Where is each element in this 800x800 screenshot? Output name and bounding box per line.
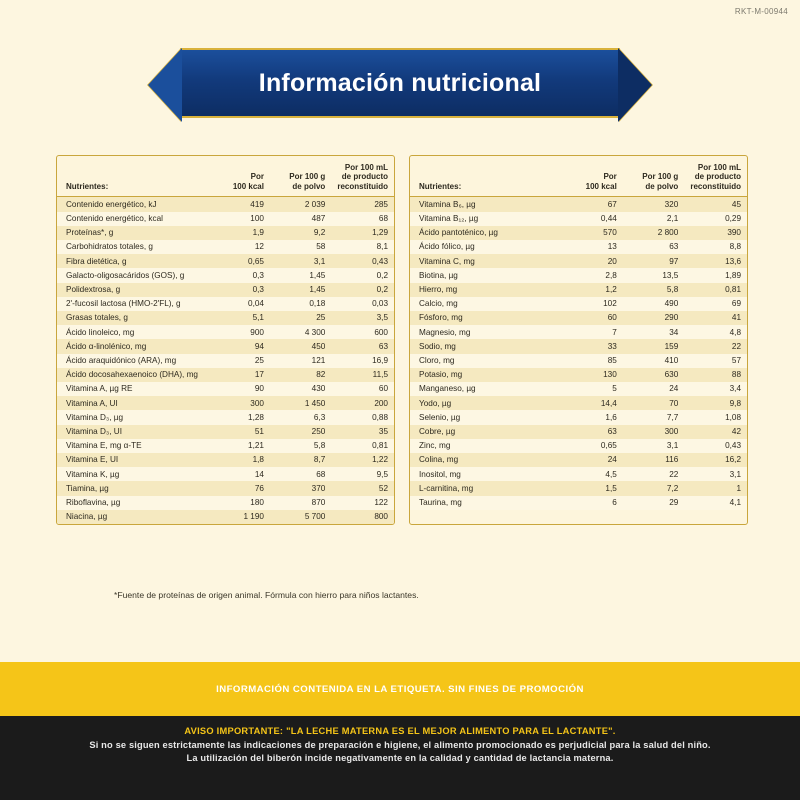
- nutrient-value: 41: [731, 313, 741, 323]
- nutrient-value: 390: [727, 228, 741, 238]
- nutrient-value: 100: [250, 213, 264, 223]
- nutrient-value: 1,6: [605, 412, 617, 422]
- nutrient-value: 20: [607, 256, 617, 266]
- nutrient-value: 16,9: [372, 355, 388, 365]
- nutrient-value: 102: [603, 299, 617, 309]
- nutrient-value: 0,29: [725, 213, 741, 223]
- col-header-per-100ml: [331, 156, 394, 197]
- table-row: [57, 311, 394, 325]
- nutrient-name: Vitamina D₃, UI: [66, 426, 122, 436]
- nutrient-value: 0,3: [252, 270, 264, 280]
- table-row: [410, 496, 747, 510]
- nutrient-value: 14,4: [600, 398, 617, 408]
- table-row: [410, 240, 747, 254]
- nutrient-name: 2'-fucosil lactosa (HMO-2'FL), g: [66, 299, 181, 309]
- nutrient-value: 24: [669, 384, 679, 394]
- nutrient-value: 58: [316, 242, 326, 252]
- nutrient-value: 1,08: [725, 412, 741, 422]
- nutrient-name: Taurina, mg: [419, 497, 462, 507]
- nutrient-value: 22: [731, 341, 741, 351]
- nutrient-value: 0,43: [725, 441, 741, 451]
- table-row: [57, 283, 394, 297]
- nutrient-value: 0,88: [372, 412, 388, 422]
- col-header-line1: Por: [603, 172, 617, 182]
- nutrient-name: Fósforo, mg: [419, 313, 463, 323]
- table-row: [57, 439, 394, 453]
- nutrient-value: 69: [731, 299, 741, 309]
- col-header-line1: Por 100 mL: [344, 163, 388, 172]
- nutrient-value: 5,1: [252, 313, 264, 323]
- nutrient-value: 70: [669, 398, 679, 408]
- nutrient-value: 4 300: [304, 327, 326, 337]
- table-body-left: [57, 197, 394, 524]
- nutrient-value: 320: [664, 199, 679, 209]
- nutrient-value: 1,22: [372, 455, 388, 465]
- nutrient-value: 12: [254, 242, 264, 252]
- table-row: [57, 510, 394, 524]
- table-row: [57, 453, 394, 467]
- nutrient-value: 52: [378, 483, 388, 493]
- nutrient-name: Ácido linoleico, mg: [66, 327, 135, 337]
- notice-line-2: Si no se siguen estrictamente las indicaciones de preparación e higiene, el alimento promocionado es perjudicial para la salud del niño.: [89, 740, 711, 750]
- col-header-nutrients: Nutrientes:: [57, 156, 209, 197]
- nutrient-value: 60: [378, 384, 388, 394]
- nutrient-value: 9,5: [376, 469, 388, 479]
- nutrient-value: 900: [250, 327, 264, 337]
- nutrient-value: 0,2: [376, 284, 388, 294]
- table-row: [57, 368, 394, 382]
- nutrient-value: 1: [736, 483, 741, 493]
- nutrient-value: 3,1: [666, 441, 679, 451]
- nutrient-value: 82: [316, 370, 326, 380]
- nutrient-name: Ácido docosahexaenoico (DHA), mg: [66, 370, 198, 380]
- footnote: *Fuente de proteínas de origen animal. Fórmula con hierro para niños lactantes.: [114, 590, 419, 600]
- nutrient-value: 8,1: [376, 242, 388, 252]
- nutrient-value: 3,1: [313, 256, 326, 266]
- table-row: [57, 212, 394, 226]
- nutrient-value: 13,6: [725, 256, 741, 266]
- nutrient-value: 116: [665, 455, 679, 465]
- nutrient-value: 0,03: [372, 299, 388, 309]
- nutrient-value: 159: [664, 341, 679, 351]
- nutrient-value: 0,3: [252, 284, 264, 294]
- nutrient-value: 0,44: [600, 213, 617, 223]
- table-row: [410, 382, 747, 396]
- nutrient-value: 25: [316, 313, 326, 323]
- col-header-per-100g: [270, 156, 331, 197]
- table-row: [410, 197, 747, 212]
- nutrient-name: Cloro, mg: [419, 355, 455, 365]
- nutrient-value: 51: [254, 426, 264, 436]
- nutrient-value: 2,8: [605, 270, 617, 280]
- nutrient-name: Sodio, mg: [419, 341, 456, 351]
- nutrient-value: 60: [607, 313, 617, 323]
- nutrient-value: 0,2: [376, 270, 388, 280]
- nutrient-name: Magnesio, mg: [419, 327, 471, 337]
- nutrient-name: Vitamina B₆, µg: [419, 199, 476, 209]
- nutrient-name: L-carnitina, mg: [419, 483, 474, 493]
- table-row: [410, 410, 747, 424]
- nutrient-value: 85: [607, 355, 617, 365]
- nutrient-name: Polidextrosa, g: [66, 284, 121, 294]
- nutrient-value: 67: [607, 199, 617, 209]
- table-row: [57, 339, 394, 353]
- nutrient-value: 11,5: [372, 370, 388, 380]
- nutrient-value: 0,81: [372, 441, 388, 451]
- nutrient-value: 13,5: [662, 270, 679, 280]
- col-header-line2: 100 kcal: [585, 181, 617, 191]
- nutrient-value: 200: [374, 398, 388, 408]
- col-header-per-100-kcal: [209, 156, 270, 197]
- nutrient-value: 57: [731, 355, 741, 365]
- nutrient-value: 370: [311, 483, 326, 493]
- nutrient-value: 490: [664, 299, 679, 309]
- header-row: [410, 156, 747, 197]
- nutrient-value: 90: [254, 384, 264, 394]
- nutrient-value: 29: [669, 497, 679, 507]
- nutrient-value: 24: [607, 455, 617, 465]
- product-code: RKT-M-00944: [734, 7, 788, 16]
- table-row: [410, 481, 747, 495]
- nutrient-value: 1,45: [309, 284, 326, 294]
- nutrient-value: 5,8: [666, 284, 679, 294]
- nutrient-value: 250: [311, 426, 326, 436]
- table-row: [410, 339, 747, 353]
- nutrient-name: Selenio, µg: [419, 412, 461, 422]
- table-row: [57, 481, 394, 495]
- nutrient-value: 2 039: [304, 199, 326, 209]
- nutrient-value: 180: [250, 497, 264, 507]
- nutrient-name: Ácido pantoténico, µg: [419, 228, 498, 238]
- nutrient-value: 1,8: [252, 455, 264, 465]
- nutrient-value: 870: [311, 497, 326, 507]
- header-row: [57, 156, 394, 197]
- nutrient-value: 63: [669, 242, 679, 252]
- nutrient-value: 9,2: [313, 228, 326, 238]
- nutrient-value: 7: [612, 327, 617, 337]
- nutrient-name: Vitamina A, UI: [66, 398, 118, 408]
- table-row: [410, 354, 747, 368]
- table-row: [410, 254, 747, 268]
- table-row: [410, 425, 747, 439]
- nutrient-value: 487: [311, 213, 326, 223]
- table-head: [410, 156, 747, 197]
- table-head: [57, 156, 394, 197]
- nutrient-value: 63: [378, 341, 388, 351]
- nutrient-value: 68: [378, 213, 388, 223]
- nutrient-value: 13: [607, 242, 617, 252]
- nutrient-name: Hierro, mg: [419, 284, 458, 294]
- nutrient-name: Vitamina B₁₂, µg: [419, 213, 479, 223]
- nutrient-value: 5: [612, 384, 617, 394]
- nutrient-value: 22: [669, 469, 679, 479]
- nutrient-value: 0,81: [725, 284, 741, 294]
- nutrient-value: 88: [731, 370, 741, 380]
- nutrient-value: 25: [254, 355, 264, 365]
- nutrient-value: 7,2: [666, 483, 679, 493]
- table-row: [410, 212, 747, 226]
- nutrient-name: Carbohidratos totales, g: [66, 242, 153, 252]
- nutrient-name: Vitamina E, UI: [66, 455, 119, 465]
- table-body-right: [410, 197, 747, 510]
- nutrient-name: Ácido fólico, µg: [419, 242, 475, 252]
- nutrient-value: 2 800: [657, 228, 679, 238]
- nutrient-value: 1,29: [372, 228, 388, 238]
- nutrient-name: Manganeso, µg: [419, 384, 476, 394]
- nutrient-value: 130: [603, 370, 617, 380]
- nutrient-name: Vitamina K, µg: [66, 469, 120, 479]
- col-header-line1: Por 100 g: [289, 172, 326, 182]
- nutrient-name: Fibra dietética, g: [66, 256, 127, 266]
- nutrient-value: 122: [374, 497, 388, 507]
- col-header-line2: de polvo: [292, 181, 326, 191]
- table-row: [57, 354, 394, 368]
- col-header-line2: de producto: [694, 172, 741, 182]
- nutrient-value: 800: [374, 512, 388, 522]
- nutrient-name: Proteínas*, g: [66, 228, 114, 238]
- table-row: [57, 382, 394, 396]
- nutrient-value: 7,7: [666, 412, 679, 422]
- notice-line-3: La utilización del biberón incide negativamente en la calidad y cantidad de lactancia materna.: [186, 752, 614, 763]
- nutrient-value: 1,89: [725, 270, 741, 280]
- table-row: [57, 325, 394, 339]
- nutrient-value: 419: [250, 199, 264, 209]
- nutrient-value: 0,04: [248, 299, 264, 309]
- table-row: [410, 368, 747, 382]
- nutrient-name: Zinc, mg: [419, 441, 451, 451]
- table-row: [57, 226, 394, 240]
- col-header-line2: de producto: [341, 172, 388, 182]
- nutrient-name: Vitamina D₃, µg: [66, 412, 124, 422]
- table-row: [410, 396, 747, 410]
- table-row: [57, 410, 394, 424]
- nutrient-value: 450: [311, 341, 326, 351]
- nutrient-value: 0,65: [600, 441, 617, 451]
- nutrient-value: 94: [254, 341, 264, 351]
- col-header-line3: reconstituido: [337, 181, 388, 191]
- nutrient-name: Vitamina E, mg α-TE: [66, 441, 142, 451]
- nutrient-value: 1,45: [309, 270, 326, 280]
- nutrient-value: 1,28: [248, 412, 264, 422]
- col-header-line1: Por 100 g: [642, 172, 679, 182]
- nutrient-name: Inositol, mg: [419, 469, 461, 479]
- col-header-line2: de polvo: [645, 181, 679, 191]
- nutrient-value: 76: [254, 483, 264, 493]
- table-row: [410, 311, 747, 325]
- nutrient-value: 630: [664, 370, 679, 380]
- nutrient-value: 1 450: [304, 398, 326, 408]
- nutrient-value: 300: [250, 398, 264, 408]
- promo-disclaimer-band: [0, 662, 800, 716]
- table-row: [57, 425, 394, 439]
- table-row: [57, 297, 394, 311]
- table-row: [410, 439, 747, 453]
- nutrient-value: 9,8: [729, 398, 741, 408]
- notice-line-1: AVISO IMPORTANTE: "LA LECHE MATERNA ES EL MEJOR ALIMENTO PARA EL LACTANTE".: [184, 726, 616, 736]
- nutrient-value: 5 700: [304, 512, 326, 522]
- nutrient-value: 430: [311, 384, 326, 394]
- nutrition-table-left: [57, 156, 394, 524]
- nutrient-value: 4,1: [729, 497, 741, 507]
- nutrient-name: Calcio, mg: [419, 299, 458, 309]
- nutrient-value: 97: [669, 256, 679, 266]
- nutrient-value: 14: [254, 469, 264, 479]
- nutrient-value: 121: [311, 355, 326, 365]
- nutrient-value: 8,8: [729, 242, 741, 252]
- table-row: [57, 496, 394, 510]
- nutrient-value: 6: [612, 497, 617, 507]
- table-row: [57, 197, 394, 212]
- nutrient-value: 1,9: [252, 228, 264, 238]
- table-row: [410, 283, 747, 297]
- table-row: [57, 268, 394, 282]
- nutrient-value: 6,3: [313, 412, 326, 422]
- col-header-line2: 100 kcal: [232, 181, 264, 191]
- promo-disclaimer-text: INFORMACIÓN CONTENIDA EN LA ETIQUETA. SIN FINES DE PROMOCIÓN: [216, 683, 584, 695]
- nutrient-name: Colina, mg: [419, 455, 459, 465]
- nutrient-value: 8,7: [313, 455, 326, 465]
- nutrient-name: Contenido energético, kcal: [66, 213, 163, 223]
- nutrient-name: Biotina, µg: [419, 270, 458, 280]
- col-header-per-100ml: [684, 156, 747, 197]
- nutrient-value: 5,8: [313, 441, 326, 451]
- col-header-nutrients: Nutrientes:: [410, 156, 561, 197]
- table-row: [57, 240, 394, 254]
- nutrition-panel-left: [56, 155, 395, 525]
- nutrient-value: 300: [664, 426, 679, 436]
- nutrient-value: 34: [669, 327, 679, 337]
- nutrient-name: Riboflavina, µg: [66, 497, 121, 507]
- nutrient-name: Yodo, µg: [419, 398, 452, 408]
- col-header-line1: Por: [250, 172, 264, 182]
- table-row: [410, 268, 747, 282]
- nutrient-value: 63: [607, 426, 617, 436]
- nutrient-name: Ácido araquidónico (ARA), mg: [66, 355, 177, 365]
- nutrient-value: 33: [607, 341, 617, 351]
- nutrient-value: 45: [731, 199, 741, 209]
- nutrient-value: 42: [731, 426, 741, 436]
- nutrient-name: Ácido α-linolénico, mg: [66, 341, 147, 351]
- col-header-line3: reconstituido: [690, 181, 741, 191]
- nutrient-value: 285: [374, 199, 388, 209]
- col-header-line1: Por 100 mL: [697, 163, 741, 172]
- nutrient-name: Galacto-oligosacáridos (GOS), g: [66, 270, 185, 280]
- nutrient-value: 0,43: [372, 256, 388, 266]
- table-row: [410, 467, 747, 481]
- important-notice-band: [0, 716, 800, 800]
- nutrient-value: 570: [603, 228, 617, 238]
- nutrient-value: 290: [664, 313, 679, 323]
- nutrient-value: 1,2: [605, 284, 617, 294]
- table-row: [410, 297, 747, 311]
- nutrient-value: 410: [664, 355, 679, 365]
- nutrient-value: 4,8: [729, 327, 741, 337]
- nutrient-name: Contenido energético, kJ: [66, 199, 157, 209]
- nutrition-panel-right: [409, 155, 748, 525]
- table-row: [410, 325, 747, 339]
- nutrient-value: 3,4: [729, 384, 741, 394]
- nutrient-value: 68: [316, 469, 326, 479]
- table-row: [57, 254, 394, 268]
- nutrient-value: 2,1: [666, 213, 679, 223]
- nutrient-name: Niacina, µg: [66, 512, 108, 522]
- nutrient-value: 1,21: [248, 441, 264, 451]
- title-banner-wrapper: [0, 48, 800, 118]
- nutrient-name: Vitamina A, µg RE: [66, 384, 133, 394]
- title-banner: [180, 48, 620, 118]
- nutrition-tables: [56, 155, 748, 525]
- table-row: [57, 396, 394, 410]
- nutrient-value: 600: [374, 327, 388, 337]
- nutrient-name: Tiamina, µg: [66, 483, 109, 493]
- nutrient-value: 1,5: [605, 483, 617, 493]
- col-header-per-100-kcal: [561, 156, 622, 197]
- table-row: [410, 453, 747, 467]
- nutrient-value: 1 190: [243, 512, 264, 522]
- nutrient-name: Grasas totales, g: [66, 313, 128, 323]
- page-title: Información nutricional: [258, 68, 542, 97]
- nutrient-value: 16,2: [725, 455, 741, 465]
- nutrient-value: 17: [254, 370, 264, 380]
- nutrient-value: 3,5: [376, 313, 388, 323]
- nutrient-name: Potasio, mg: [419, 370, 463, 380]
- nutrition-table-right: [410, 156, 747, 510]
- table-row: [57, 467, 394, 481]
- nutrient-value: 0,18: [309, 299, 326, 309]
- nutrient-value: 4,5: [605, 469, 617, 479]
- nutrient-name: Cobre, µg: [419, 426, 456, 436]
- table-row: [410, 226, 747, 240]
- col-header-per-100g: [623, 156, 685, 197]
- nutrient-value: 0,65: [248, 256, 264, 266]
- nutrient-value: 3,1: [729, 469, 741, 479]
- nutrient-value: 35: [378, 426, 388, 436]
- nutrient-name: Vitamina C, mg: [419, 256, 475, 266]
